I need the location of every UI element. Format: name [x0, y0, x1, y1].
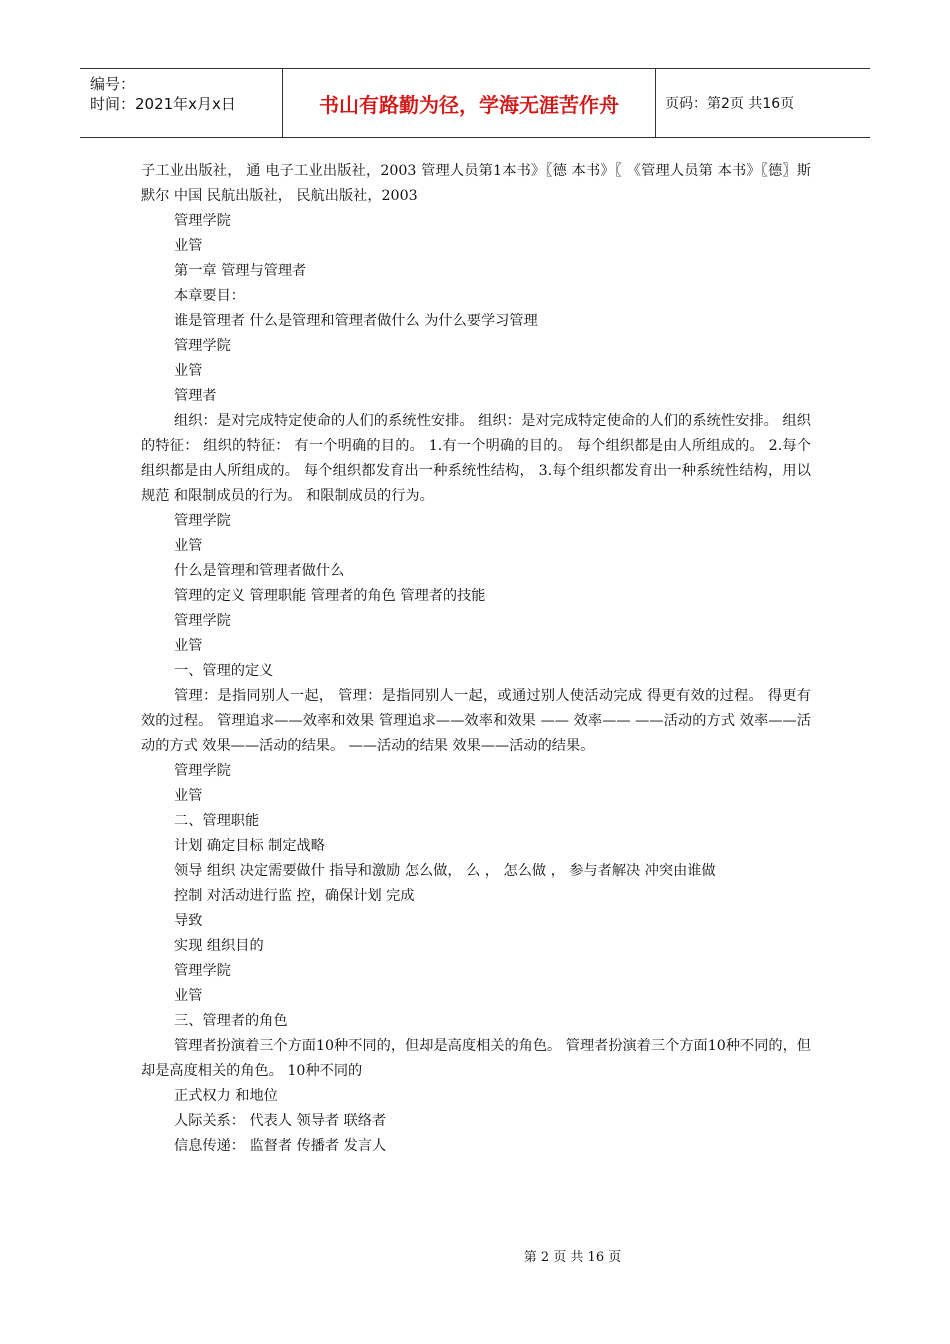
paragraph: 信息传递： 监督者 传播者 发言人 [174, 1138, 387, 1154]
paragraph: 正式权力 和地位 [174, 1088, 278, 1104]
number-label: 编号： [90, 75, 136, 93]
paragraph: 业管 [174, 538, 203, 554]
paragraph: 什么是管理和管理者做什么 [174, 563, 345, 579]
paragraph: 组织：是对完成特定使命的人们的系统性安排。 组织：是对完成特定使命的人们的系统性安排。 组织的特征： 组织的特征： 有一个明确的目的。 1.有一个明确的目的。 每个组织都是由人所组成的。 2.每个组织都是由人所组成的。 每个组织都发育出一种系统性结构， 3.每个组织都发育出一种系统性结构，用以规范 和限制成员的行为。 和限制成员的行为。 [141, 413, 811, 504]
paragraph: 业管 [174, 988, 203, 1004]
paragraph: 管理者 [174, 388, 217, 404]
paragraph: 领导 组织 决定需要做什 指导和激励 怎么做， 么 ， 怎么做 ， 参与者解决 冲突由谁做 [174, 863, 716, 879]
paragraph: 业管 [174, 363, 203, 379]
paragraph: 控制 对活动进行监 控，确保计划 完成 [174, 888, 415, 904]
paragraph: 管理学院 [174, 763, 231, 779]
paragraph: 一、管理的定义 [174, 663, 274, 679]
paragraph: 管理的定义 管理职能 管理者的角色 管理者的技能 [174, 588, 486, 604]
paragraph: 管理学院 [174, 613, 231, 629]
paragraph: 谁是管理者 什么是管理和管理者做什么 为什么要学习管理 [174, 313, 538, 329]
document-body [141, 159, 811, 1159]
paragraph: 管理学院 [174, 213, 231, 229]
paragraph: 二、管理职能 [174, 813, 260, 829]
paragraph: 实现 组织目的 [174, 938, 264, 954]
paragraph: 管理：是指同别人一起， 管理：是指同别人一起，或通过别人使活动完成 得更有效的过程。 得更有效的过程。 管理追求——效率和效果 管理追求——效率和效果 —— 效率—— ——活动的方式 效率——活动的方式 效果——活动的结果。 ——活动的结果 效果——活动的结果。 [141, 688, 811, 754]
paragraph: 业管 [174, 638, 203, 654]
page-footer: 第 2 页 共 16 页 [523, 1250, 622, 1265]
paragraph: 三、管理者的角色 [174, 1013, 288, 1029]
paragraph: 第一章 管理与管理者 [174, 263, 307, 279]
paragraph: 管理学院 [174, 338, 231, 354]
paragraph: 人际关系： 代表人 领导者 联络者 [174, 1113, 387, 1129]
page-header [80, 68, 870, 138]
header-page-info: 页码：第2页 共16页 [665, 96, 795, 112]
header-motto: 书山有路勤为径，学海无涯苦作舟 [282, 69, 656, 137]
paragraph: 导致 [174, 913, 203, 929]
paragraph: 本章要目： [174, 288, 245, 304]
paragraph: 管理学院 [174, 963, 231, 979]
paragraph: 管理者扮演着三个方面10种不同的，但却是高度相关的角色。 管理者扮演着三个方面10种不同的，但却是高度相关的角色。 10种不同的 [141, 1038, 811, 1079]
paragraph: 业管 [174, 788, 203, 804]
paragraph: 管理学院 [174, 513, 231, 529]
date-label: 时间：2021年x月x日 [90, 95, 236, 113]
header-meta [80, 69, 280, 137]
paragraph: 子工业出版社， 通 电子工业出版社，2003 管理人员第1本书》〖德 本书》〖 《管理人员第 本书》〖德〗斯默尔 中国 民航出版社， 民航出版社，2003 [141, 163, 811, 204]
paragraph: 计划 确定目标 制定战略 [174, 838, 325, 854]
paragraph: 业管 [174, 238, 203, 254]
